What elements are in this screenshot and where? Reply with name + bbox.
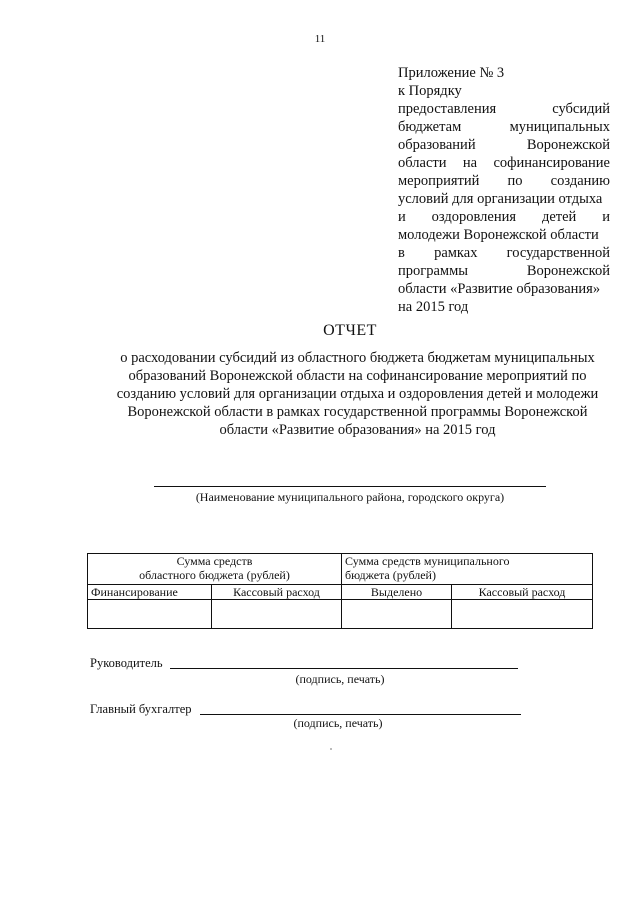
municipal-budget-header: Сумма средств муниципального бюджета (рублей) bbox=[342, 554, 593, 585]
scan-speck bbox=[330, 748, 332, 750]
appendix-block bbox=[398, 64, 610, 316]
column-header-cash-expense: Кассовый расход bbox=[452, 585, 593, 600]
report-subtitle bbox=[100, 349, 615, 439]
table-cell[interactable] bbox=[212, 600, 342, 629]
appendix-line: бюджетам муниципальных bbox=[398, 119, 610, 135]
page-number: 11 bbox=[314, 33, 326, 45]
appendix-line: мероприятий по созданию bbox=[398, 173, 610, 189]
appendix-line: к Порядку bbox=[398, 83, 462, 99]
subtitle-line: области «Развитие образования» на 2015 год bbox=[219, 422, 496, 438]
appendix-line: условий для организации отдыха bbox=[398, 191, 603, 207]
director-label: Руководитель bbox=[90, 656, 163, 670]
report-title: ОТЧЕТ bbox=[323, 322, 377, 339]
appendix-line: предоставления субсидий bbox=[398, 101, 610, 117]
appendix-line: на 2015 год bbox=[398, 299, 469, 315]
subtitle-line: созданию условий для организации отдыха и оздоровления детей и молодежи bbox=[116, 386, 599, 402]
table-column-header-row bbox=[88, 585, 593, 600]
table-cell[interactable] bbox=[452, 600, 593, 629]
appendix-line: в рамках государственной bbox=[398, 245, 610, 261]
regional-budget-header: Сумма средств областного бюджета (рублей) bbox=[88, 554, 342, 585]
appendix-line: области на софинансирование bbox=[398, 155, 610, 171]
accountant-caption: (подпись, печать) bbox=[293, 716, 383, 730]
appendix-line: Приложение № 3 bbox=[398, 65, 505, 81]
table-cell[interactable] bbox=[342, 600, 452, 629]
table-row bbox=[88, 600, 593, 629]
column-header-cash-expense: Кассовый расход bbox=[212, 585, 342, 600]
column-header-allocated: Выделено bbox=[342, 585, 452, 600]
director-signature-line[interactable] bbox=[170, 668, 518, 669]
column-header-financing: Финансирование bbox=[88, 585, 212, 600]
funds-table bbox=[87, 553, 593, 629]
table-cell[interactable] bbox=[88, 600, 212, 629]
director-caption: (подпись, печать) bbox=[295, 672, 385, 686]
appendix-line: программы Воронежской bbox=[398, 263, 610, 279]
subtitle-line: Воронежской области в рамках государственной программы Воронежской bbox=[127, 404, 588, 420]
appendix-line: и оздоровления детей и bbox=[398, 209, 610, 225]
appendix-line: образований Воронежской bbox=[398, 137, 610, 153]
accountant-signature-line[interactable] bbox=[200, 714, 521, 715]
accountant-label: Главный бухгалтер bbox=[90, 702, 192, 716]
subtitle-line: образований Воронежской области на софинансирование мероприятий по bbox=[128, 368, 587, 384]
subtitle-line: о расходовании субсидий из областного бюджета бюджетам муниципальных bbox=[120, 350, 595, 366]
municipality-name-field[interactable] bbox=[154, 486, 546, 487]
table-group-header-row bbox=[88, 554, 593, 585]
appendix-line: области «Развитие образования» bbox=[398, 281, 601, 297]
municipality-name-caption: (Наименование муниципального района, городского округа) bbox=[195, 490, 505, 504]
appendix-line: молодежи Воронежской области bbox=[398, 227, 599, 243]
